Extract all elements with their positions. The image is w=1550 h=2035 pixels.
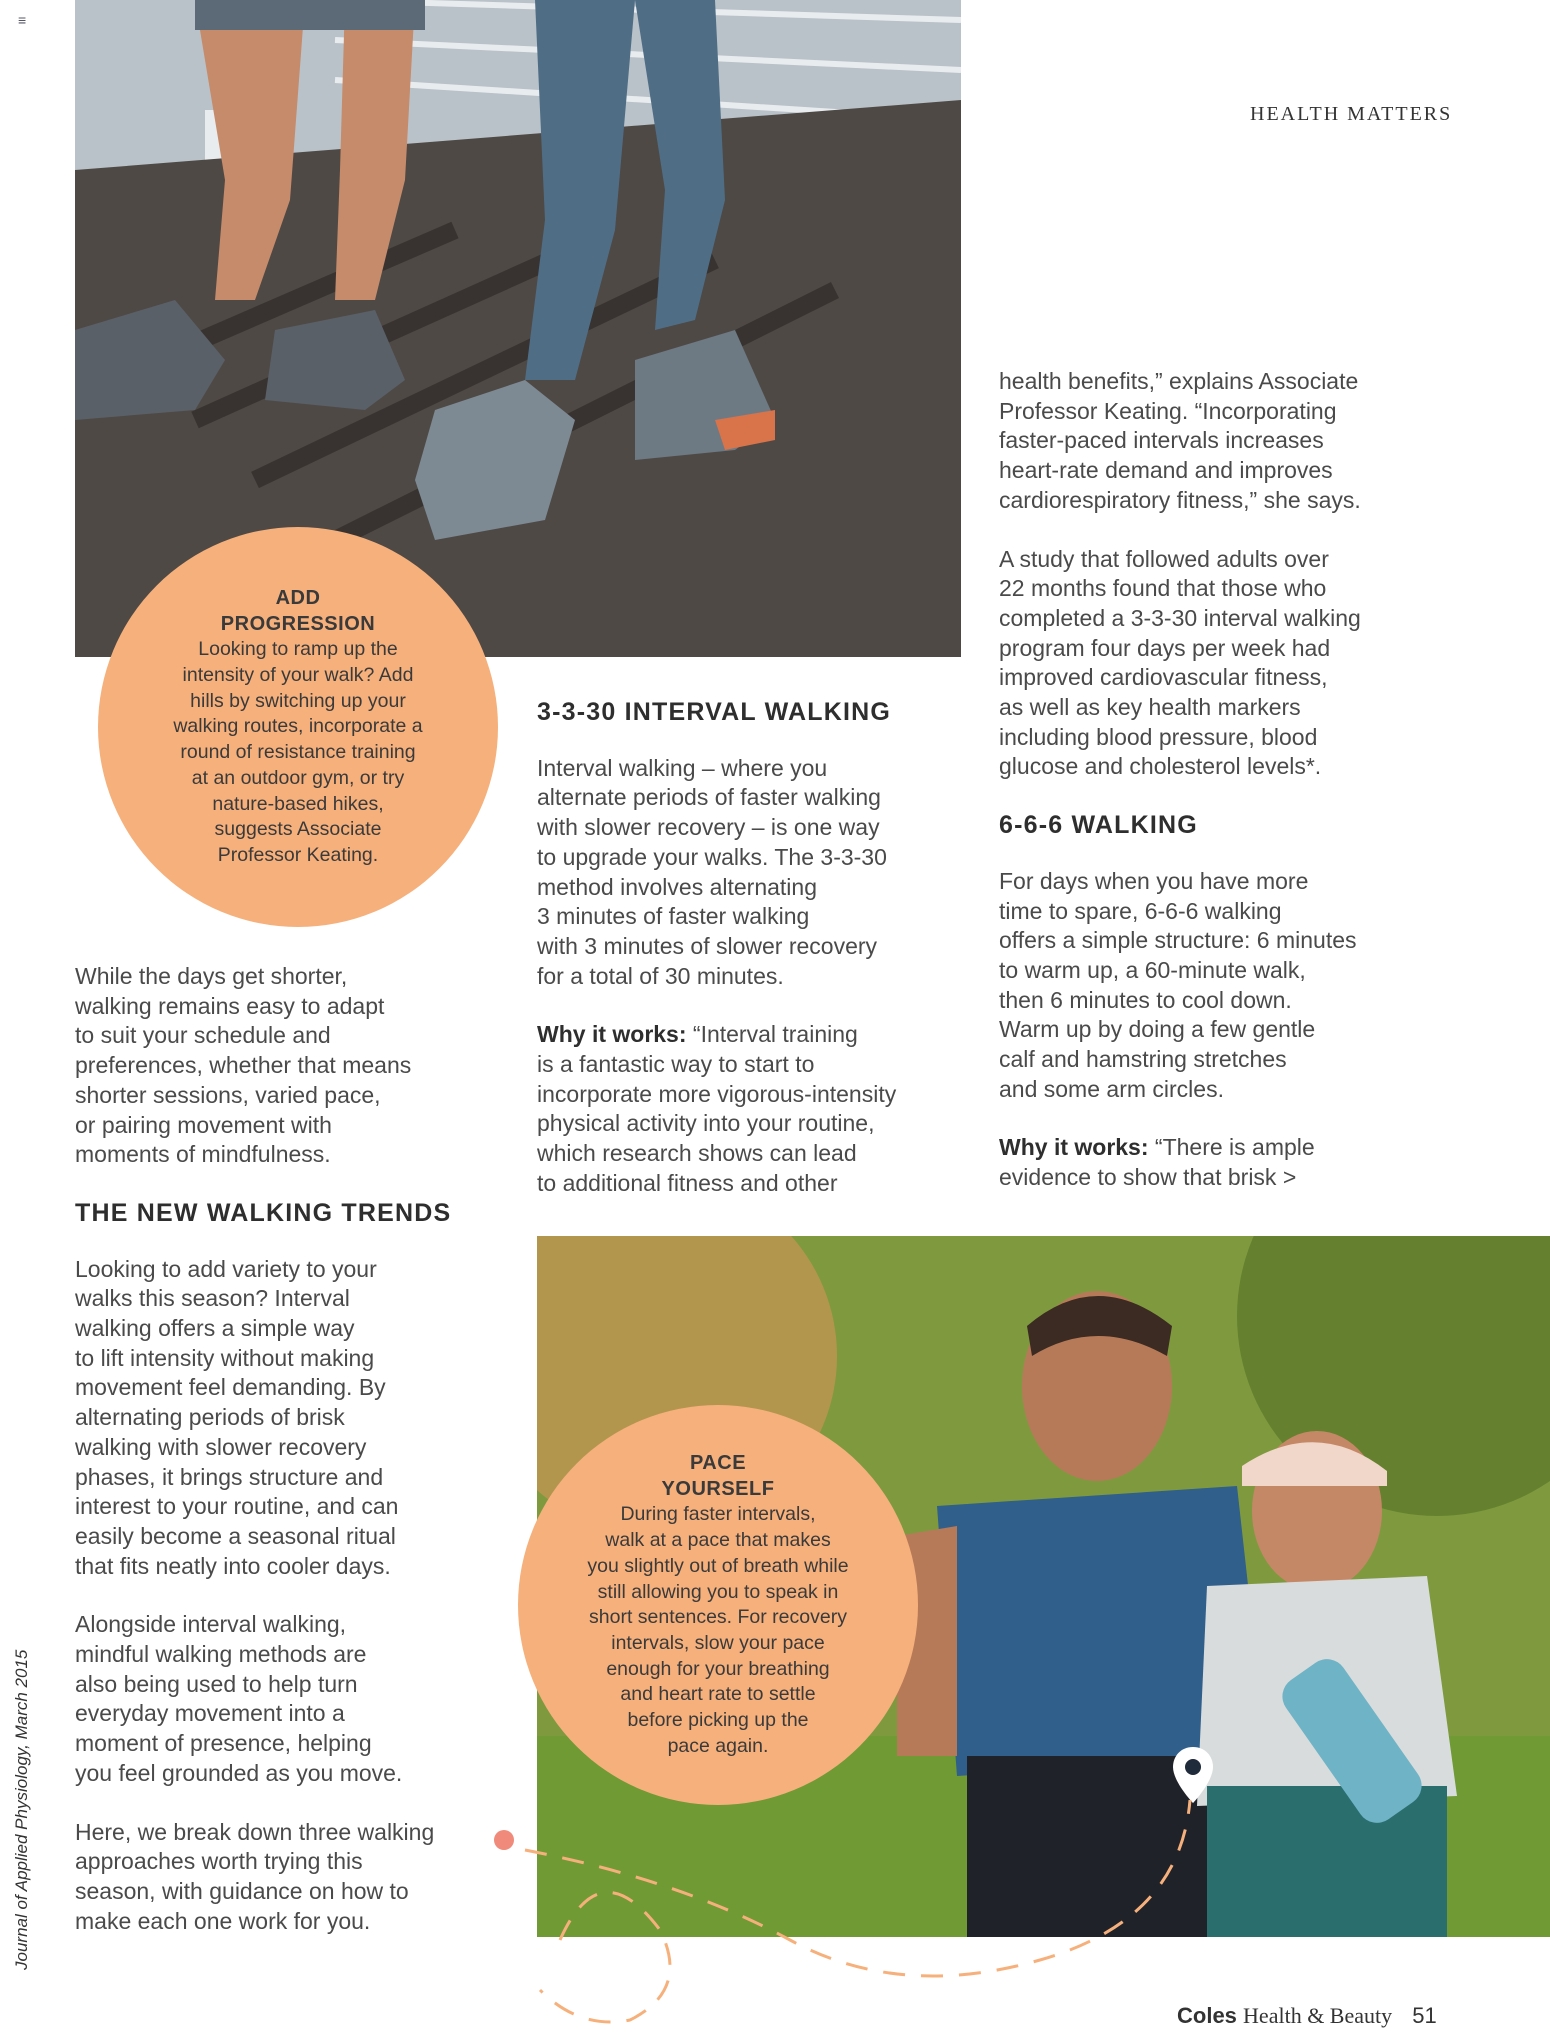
body-paragraph: Looking to add variety to your walks this season? Interval walking offers a simple way to lift intensity without making movement feel demanding. By alternating periods of brisk walking with slower recovery phases, it brings structure and interest to your routine, and can easily become a seasonal ritual that fits neatly into cooler days.: [75, 1255, 399, 1579]
callout-body: Looking to ramp up the intensity of your walk? Add hills by switching up your walking routes, incorporate a round of resistance training at an outdoor gym, or try nature-based hikes, suggests Associate Professor Keating.: [173, 638, 423, 866]
left-column: [75, 962, 495, 1965]
callout-title: ADD PROGRESSION: [220, 587, 376, 636]
body-paragraph: For days when you have more time to spare, 6-6-6 walking offers a simple structure: 6 minutes to warm up, a 60-minute walk, then 6 minutes to cool down. Warm up by doing a few gentle calf and hamstring stretches and some arm circles.: [999, 867, 1357, 1102]
body-paragraph: Here, we break down three walking approaches worth trying this season, with guidance on how to make each one work for you.: [75, 1818, 435, 1934]
page-footer: [1177, 2003, 1437, 2029]
why-it-works-paragraph: Why it works: “Interval training is a fantastic way to start to incorporate more vigorous-intensity physical activity into your routine, which research shows can lead to additional fitness and other: [537, 1021, 897, 1196]
side-footnote: Journal of Applied Physiology, March 2015: [12, 1649, 31, 1970]
intro-paragraph: While the days get shorter, walking remains easy to adapt to suit your schedule and preferences, whether that means shorter sessions, varied pace, or pairing movement with moments of mindfulness.: [75, 963, 412, 1168]
section-header: HEALTH MATTERS: [1250, 103, 1453, 125]
why-it-works-paragraph: Why it works: “There is ample evidence to show that brisk >: [999, 1134, 1315, 1191]
section-heading: THE NEW WALKING TRENDS: [75, 1198, 452, 1227]
footer-brand: Coles: [1177, 2003, 1237, 2028]
add-progression-callout: [98, 527, 498, 927]
corner-mark: ≡: [18, 12, 27, 28]
dashed-route-decoration: [480, 1790, 1240, 2035]
section-heading: 3-3-30 INTERVAL WALKING: [537, 698, 892, 726]
footer-publication: Health & Beauty: [1243, 2003, 1393, 2028]
page-number: 51: [1412, 2003, 1437, 2028]
pace-yourself-callout: [518, 1405, 918, 1805]
body-paragraph: Interval walking – where you alternate periods of faster walking with slower recovery – is one way to upgrade your walks. The 3-3-30 method involves alternating 3 minutes of faster walking with 3 minutes of slower recovery for a total of 30 minutes.: [537, 754, 887, 989]
callout-body: During faster intervals, walk at a pace that makes you slightly out of breath while still allowing you to speak in short sentences. For recovery intervals, slow your pace enough for your breathing and heart rate to settle before picking up the pace again.: [587, 1503, 849, 1757]
body-paragraph: A study that followed adults over 22 months found that those who completed a 3-3-30 interval walking program four days per week had improved cardiovascular fitness, as well as key health markers including blood pressure, blood glucose and cholesterol levels*.: [999, 545, 1361, 780]
right-column: [999, 367, 1439, 1222]
section-heading: 6-6-6 WALKING: [999, 811, 1198, 840]
body-paragraph: health benefits,” explains Associate Professor Keating. “Incorporating faster-paced intervals increases heart-rate demand and improves cardiorespiratory fitness,” she says.: [999, 368, 1361, 513]
callout-title: PACE YOURSELF: [661, 1452, 775, 1501]
body-paragraph: Alongside interval walking, mindful walking methods are also being used to help turn everyday movement into a moment of presence, helping you feel grounded as you move.: [75, 1611, 403, 1786]
middle-column: [537, 698, 977, 1228]
